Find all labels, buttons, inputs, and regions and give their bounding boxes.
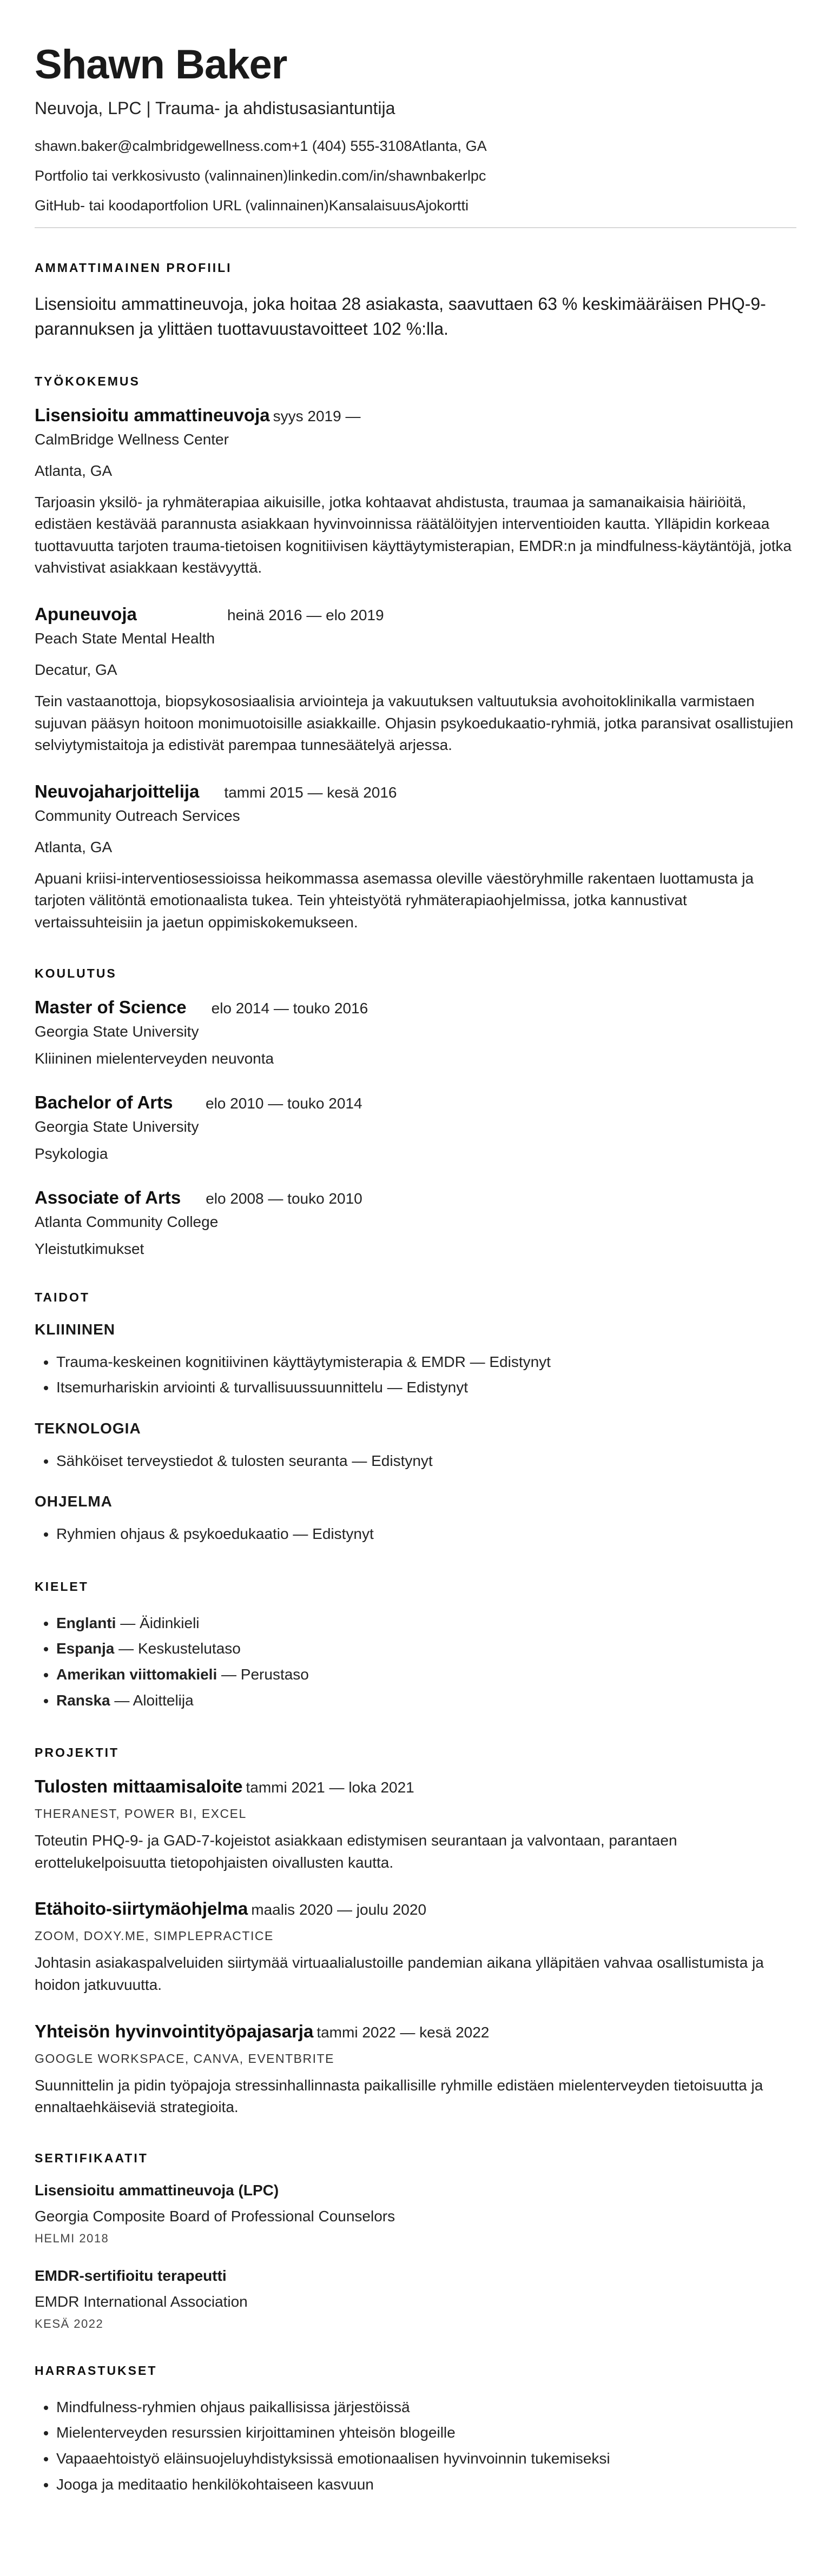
school-name: Georgia State University	[35, 1023, 199, 1040]
skill-list	[35, 1448, 796, 1474]
projects-heading: PROJEKTIT	[35, 1745, 120, 1760]
project-tech: ZOOM, DOXY.ME, SIMPLEPRACTICE	[35, 1929, 274, 1943]
skill-group-title: OHJELMA	[35, 1493, 113, 1510]
experience-entry	[35, 604, 796, 756]
certification-date: HELMI 2018	[35, 2231, 109, 2245]
hobby-item: • Mielenterveyden resurssien kirjoittaminen yhteisön blogeille	[56, 2420, 796, 2446]
job-date: heinä 2016 — elo 2019	[227, 606, 384, 623]
job-description: Apuani kriisi-interventiosessioissa heikommassa asemassa oleville väestöryhmille rakentaen luottamusta ja tarjoten välitöntä emotionaalista tukea. Tein yhteistyötä ryhmäterapiaohjelmissa, jotka kannustivat vertaissuhteisiin ja jaetun oppimiskokemukseen.	[35, 869, 754, 931]
hobbies-section	[35, 2363, 796, 2497]
language-level: — Aloittelija	[110, 1691, 194, 1709]
contact-line-3	[35, 197, 796, 214]
candidate-name: Shawn Baker	[35, 42, 287, 88]
job-title: Lisensioitu ammattineuvoja	[35, 404, 270, 425]
language-level: — Perustaso	[217, 1666, 309, 1683]
degree-date: elo 2014 — touko 2016	[211, 999, 368, 1017]
hobby-list	[35, 2394, 796, 2497]
job-date: syys 2019 —	[273, 407, 361, 424]
experience-heading: TYÖKOKEMUS	[35, 374, 140, 388]
profile-heading: AMMATTIMAINEN PROFIILI	[35, 260, 232, 275]
project-tech: THERANEST, POWER BI, EXCEL	[35, 1807, 247, 1821]
education-section	[35, 966, 796, 1258]
job-title: Apuneuvoja	[35, 603, 137, 624]
certification-entry	[35, 2267, 796, 2331]
project-title: Etähoito-siirtymäohjelma	[35, 1898, 248, 1919]
certification-name: Lisensioitu ammattineuvoja (LPC)	[35, 2181, 279, 2199]
github-link[interactable]: GitHub- tai koodaportfolion URL (valinnainen)	[35, 197, 329, 214]
education-heading: KOULUTUS	[35, 966, 117, 980]
languages-heading: KIELET	[35, 1579, 89, 1594]
language-item	[56, 1610, 796, 1636]
job-description: Tein vastaanottoja, biopsykososiaalisia arviointeja ja vakuutuksen valtuutuksia avohoitoklinikalla varmistaen sujuvan pääsyn hoitoon monimuotoisille asiakkaille. Ohjasin psykoedukaatio-ryhmiä, jotka paransivat osallistujien selviytymistaitoja ja edistivät parempaa tunnesäätelyä arjessa.	[35, 692, 794, 754]
language-name: Ranska	[56, 1691, 110, 1709]
language-name: Englanti	[56, 1614, 116, 1631]
skill-item: • Trauma-keskeinen kognitiivinen käyttäytymisterapia & EMDR — Edistynyt	[56, 1349, 796, 1375]
language-list	[35, 1610, 796, 1713]
job-description: Tarjoasin yksilö- ja ryhmäterapiaa aikuisille, jotka kohtaavat ahdistusta, traumaa ja samanaikaisia häiriöitä, edistäen kestävää parannusta asiakkaan hyvinvoinnissa räätälöityjen interventioiden kautta. Ylläpidin korkeaa tuottavuutta tarjoten trauma-tietoisen kognitiivisen käyttäytymisterapian, EMDR:n ja mindfulness-käytäntöjä, jotka vahvistivat asiakkaan kestävyyttä.	[35, 493, 792, 576]
skill-group-title: TEKNOLOGIA	[35, 1419, 141, 1437]
profile-summary: Lisensioitu ammattineuvoja, joka hoitaa 28 asiakasta, saavuttaen 63 % keskimääräisen PHQ-9-parannuksen ja ylittäen tuottavuustavoitteet 102 %:lla.	[35, 294, 766, 339]
portfolio-link[interactable]: Portfolio tai verkkosivusto (valinnainen)	[35, 167, 288, 184]
language-name: Espanja	[56, 1640, 115, 1657]
linkedin-link[interactable]: linkedin.com/in/shawnbakerlpc	[288, 167, 486, 184]
candidate-title: Neuvoja, LPC | Trauma- ja ahdistusasiantuntija	[35, 98, 395, 118]
project-date: maalis 2020 — joulu 2020	[251, 1901, 427, 1918]
email-link[interactable]: shawn.baker@calmbridgewellness.com	[35, 137, 292, 154]
skill-group-title: KLIININEN	[35, 1320, 115, 1338]
degree-title: Associate of Arts	[35, 1187, 181, 1207]
certification-issuer: EMDR International Association	[35, 2293, 248, 2310]
job-location: Atlanta, GA	[35, 838, 113, 855]
certification-name: EMDR-sertifioitu terapeutti	[35, 2267, 227, 2284]
certification-issuer: Georgia Composite Board of Professional Counselors	[35, 2207, 395, 2225]
education-entry	[35, 1187, 796, 1258]
job-location: Decatur, GA	[35, 661, 117, 678]
job-title: Neuvojaharjoittelija	[35, 781, 200, 801]
degree-field: Yleistutkimukset	[35, 1240, 144, 1257]
license-text: Ajokortti	[416, 197, 469, 214]
skill-item: • Itsemurhariskin arviointi & turvallisuussuunnittelu — Edistynyt	[56, 1375, 796, 1400]
skill-list	[35, 1349, 796, 1400]
degree-title: Bachelor of Arts	[35, 1092, 173, 1112]
degree-date: elo 2010 — touko 2014	[206, 1094, 362, 1112]
projects-section	[35, 1745, 796, 2119]
citizenship-text: Kansalaisuus	[328, 197, 416, 214]
language-item	[56, 1662, 796, 1688]
language-name: Amerikan viittomakieli	[56, 1666, 217, 1683]
project-date: tammi 2022 — kesä 2022	[316, 2023, 490, 2041]
language-level: — Äidinkieli	[116, 1614, 200, 1631]
degree-field: Kliininen mielenterveyden neuvonta	[35, 1050, 274, 1067]
certifications-section	[35, 2151, 796, 2331]
experience-section	[35, 374, 796, 934]
certification-entry	[35, 2182, 796, 2246]
skills-heading: TAIDOT	[35, 1290, 90, 1304]
job-company: Community Outreach Services	[35, 807, 240, 824]
education-entry	[35, 1092, 796, 1163]
degree-title: Master of Science	[35, 997, 187, 1017]
certifications-heading: SERTIFIKAATIT	[35, 2150, 148, 2165]
location-text: Atlanta, GA	[412, 137, 487, 154]
project-entry	[35, 2021, 796, 2119]
job-location: Atlanta, GA	[35, 462, 113, 479]
certification-date: KESÄ 2022	[35, 2316, 104, 2331]
experience-entry	[35, 781, 796, 934]
skill-item: • Sähköiset terveystiedot & tulosten seuranta — Edistynyt	[56, 1448, 796, 1474]
school-name: Georgia State University	[35, 1118, 199, 1135]
skill-list	[35, 1521, 796, 1547]
project-title: Yhteisön hyvinvointityöpajasarja	[35, 2021, 314, 2041]
contact-line-2	[35, 168, 796, 184]
language-level: — Keskustelutaso	[114, 1640, 241, 1657]
project-description: Suunnittelin ja pidin työpajoja stressinhallinnasta paikallisille ryhmille edistäen mielenterveyden tietoisuutta ja ennaltaehkäiseviä strategioita.	[35, 2076, 763, 2116]
degree-field: Psykologia	[35, 1145, 108, 1162]
profile-section	[35, 261, 796, 342]
hobbies-heading: HARRASTUKSET	[35, 2363, 157, 2378]
language-item	[56, 1636, 796, 1662]
skill-item: • Ryhmien ohjaus & psykoedukaatio — Edistynyt	[56, 1521, 796, 1547]
project-description: Toteutin PHQ-9- ja GAD-7-kojeistot asiakkaan edistymisen seurantaan ja valvontaan, parantaen erottelukelpoisuutta tietopohjaisten oivallusten kautta.	[35, 1832, 677, 1871]
education-entry	[35, 997, 796, 1067]
degree-date: elo 2008 — touko 2010	[206, 1190, 362, 1207]
job-company: Peach State Mental Health	[35, 629, 215, 647]
hobby-item: • Jooga ja meditaatio henkilökohtaiseen kasvuun	[56, 2472, 796, 2498]
job-company: CalmBridge Wellness Center	[35, 430, 229, 448]
languages-section	[35, 1579, 796, 1713]
school-name: Atlanta Community College	[35, 1213, 219, 1230]
experience-entry	[35, 405, 796, 579]
hobby-item: • Mindfulness-ryhmien ohjaus paikallisissa järjestöissä	[56, 2394, 796, 2420]
contact-line-1	[35, 138, 796, 155]
phone-link[interactable]: +1 (404) 555-3108	[291, 137, 412, 154]
project-tech: GOOGLE WORKSPACE, CANVA, EVENTBRITE	[35, 2051, 334, 2066]
job-date: tammi 2015 — kesä 2016	[224, 784, 397, 801]
hobby-item: • Vapaaehtoistyö eläinsuojeluyhdistyksissä emotionaalisen hyvinvoinnin tukemiseksi	[56, 2446, 796, 2472]
project-date: tammi 2021 — loka 2021	[246, 1779, 414, 1796]
project-entry	[35, 1776, 796, 1874]
project-entry	[35, 1898, 796, 1996]
project-description: Johtasin asiakaspalveluiden siirtymää virtuaalialustoille pandemian aikana ylläpitäen vahvaa osallistumista ja hoidon jatkuvuutta.	[35, 1954, 764, 1994]
project-title: Tulosten mittaamisaloite	[35, 1776, 243, 1797]
language-item	[56, 1688, 796, 1714]
skills-section	[35, 1290, 796, 1547]
header-divider	[35, 227, 796, 228]
